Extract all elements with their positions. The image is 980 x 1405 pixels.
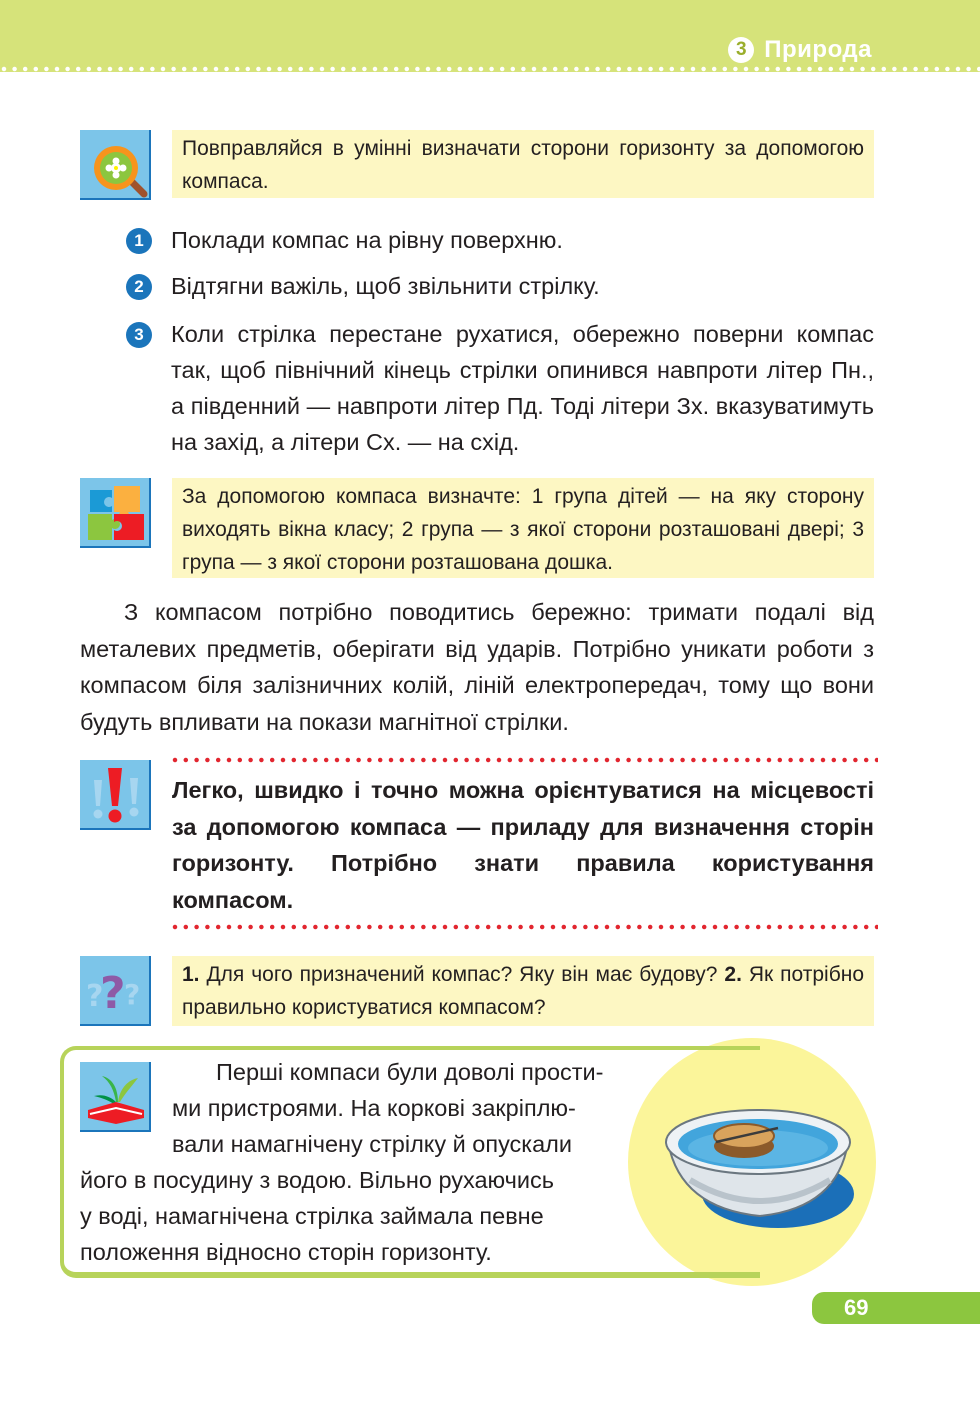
task-text: Повправляйся в умінні визначати сторони горизонту за допомогою компаса. <box>182 137 864 193</box>
questions-box <box>172 956 874 1026</box>
group-task-text: За допомогою компаса визначте: 1 група дітей — на яку сторону виходять вікна класу; 2 група — з якої сторони розташовані двері; 3 група — з якої сторони розташована дошка. <box>182 485 864 574</box>
question-number: 1. <box>182 963 200 986</box>
puzzle-icon <box>80 478 150 548</box>
list-item <box>126 268 874 304</box>
list-item <box>126 316 874 460</box>
svg-text:?: ? <box>124 978 141 1011</box>
book-plant-icon <box>80 1062 150 1132</box>
question-text: Для чого призначений компас? Яку він має будову? <box>206 963 718 986</box>
exclamation-icon <box>80 760 150 830</box>
red-dotted-divider <box>172 922 878 932</box>
question-icon <box>80 956 150 1026</box>
question-text: Як потрібно правильно користуватися компасом? <box>182 963 865 1019</box>
chapter-number: 3 <box>728 37 754 63</box>
fact-text-top <box>172 1054 624 1090</box>
task-box <box>172 130 874 198</box>
fact-line: Перші компаси були доволі прости- <box>216 1059 604 1085</box>
fact-text-top <box>172 1090 624 1162</box>
red-dotted-divider <box>172 755 878 765</box>
body-paragraph: З компасом потрібно поводитись бережно: тримати подалі від металевих предметів, оберігати від ударів. Потрібно уникати роботи з компасом біля залізничних колій, ліній електропередач, тому що вони будуть впливати на покази магнітної стрілки. <box>80 599 874 735</box>
bowl-compass-image <box>660 1090 860 1240</box>
step-number: 1 <box>126 228 152 254</box>
fact-line: у воді, намагнічена стрілка займала певне <box>80 1203 544 1229</box>
fact-line: ми пристроями. На коркові закріплю- <box>172 1095 576 1121</box>
magnifier-icon <box>80 130 150 200</box>
page-number-text: 69 <box>844 1295 869 1320</box>
question-number: 2. <box>724 963 742 986</box>
svg-text:?: ? <box>86 979 104 1014</box>
page-number <box>812 1292 980 1324</box>
step-number: 2 <box>126 274 152 300</box>
step-text: Відтягни важіль, щоб звільнити стрілку. <box>171 273 600 299</box>
chapter-heading <box>728 36 872 64</box>
list-item <box>126 222 874 258</box>
header-dotted-line <box>0 62 980 76</box>
important-note: Легко, швидко і точно можна орієнтуватися на місцевості за допомогою компаса — приладу для визначення сторін горизонту. Потрібно знати правила користування компасом. <box>172 777 874 913</box>
fact-line: вали намагнічену стрілку й опускали <box>172 1131 573 1157</box>
svg-text:?: ? <box>100 968 126 1019</box>
step-text: Коли стрілка перестане рухатися, обережно поверни компас так, щоб північний кінець стрілки опинився навпроти літер Пн., а південний — навпроти літер Пд. Тоді літери Зх. вказуватимуть на захід, а літери Сх. — на схід. <box>171 321 874 455</box>
fact-text-bottom <box>80 1162 604 1270</box>
group-task-box <box>172 478 874 578</box>
fact-line: його в посудину з водою. Вільно рухаючись <box>80 1167 555 1193</box>
step-text: Поклади компас на рівну поверхню. <box>171 227 563 253</box>
fact-line: положення відносно сторін горизонту. <box>80 1239 492 1265</box>
step-number: 3 <box>126 322 152 348</box>
chapter-title: Природа <box>764 36 872 63</box>
